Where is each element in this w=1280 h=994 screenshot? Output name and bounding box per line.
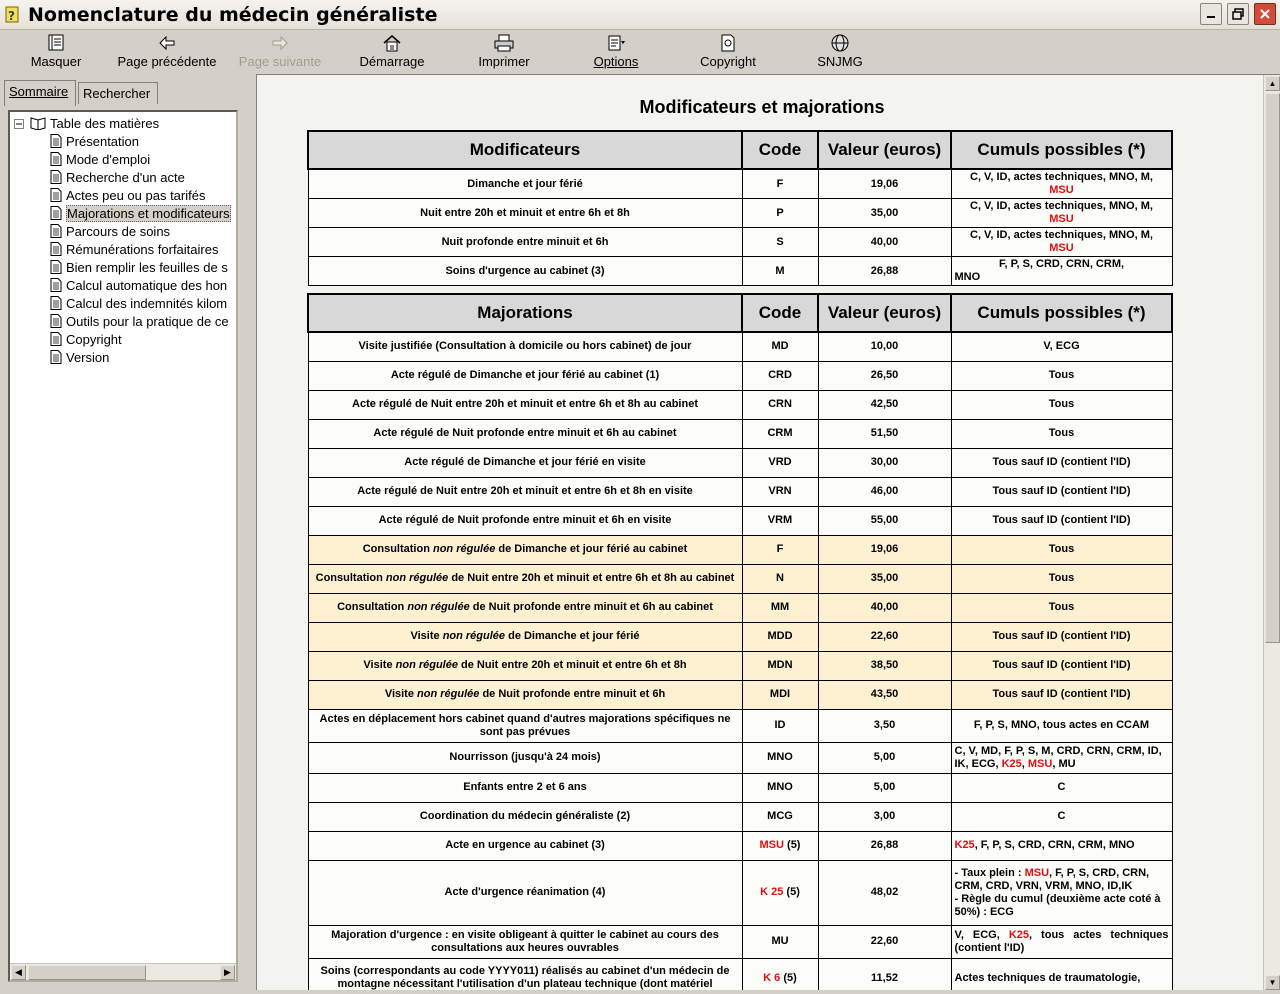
- row-value: 35,00: [818, 564, 951, 593]
- document-icon: [50, 170, 62, 184]
- scroll-down-icon[interactable]: ▼: [1265, 975, 1280, 990]
- row-value: 55,00: [818, 506, 951, 535]
- row-label: Acte régulé de Nuit profonde entre minuit et 6h en visite: [308, 506, 742, 535]
- document-icon: [50, 296, 62, 310]
- row-value: 22,60: [818, 925, 951, 958]
- row-value: 19,06: [818, 169, 951, 199]
- row-label: Nuit profonde entre minuit et 6h: [308, 228, 742, 257]
- row-code: MDI: [742, 680, 818, 709]
- collapse-icon[interactable]: [14, 119, 24, 129]
- toc-item-label: Présentation: [66, 134, 139, 149]
- row-cumul: Actes techniques de traumatologie,: [951, 958, 1172, 990]
- arrow-right-icon: [269, 33, 291, 53]
- row-value: 3,00: [818, 802, 951, 831]
- majorations-table: [307, 293, 1173, 990]
- row-cumul: C: [951, 773, 1172, 802]
- label-non-regulee: non régulée: [417, 688, 480, 700]
- options-button[interactable]: [586, 32, 646, 72]
- row-label: Majoration d'urgence : en visite obligeant à quitter le cabinet au cours des consultations aux heures ouvrables: [308, 925, 742, 958]
- code-note: (5): [783, 971, 797, 984]
- tab-rechercher[interactable]: [78, 82, 158, 104]
- col-header: Cumuls possibles (*): [951, 131, 1172, 169]
- row-code: N: [742, 564, 818, 593]
- label-lead: Visite: [410, 630, 440, 642]
- home-icon: [381, 33, 403, 53]
- options-label: Options: [593, 54, 639, 69]
- row-code: CRM: [742, 419, 818, 448]
- row-code: MM: [742, 593, 818, 622]
- row-value: 35,00: [818, 199, 951, 228]
- row-value: 11,52: [818, 958, 951, 990]
- row-cumul: [951, 257, 1172, 286]
- col-header: Majorations: [308, 294, 742, 332]
- row-cumul: F, P, S, MNO, tous actes en CCAM: [951, 709, 1172, 742]
- row-cumul: [951, 925, 1172, 958]
- document-icon: [50, 134, 62, 148]
- row-cumul: [951, 860, 1172, 925]
- table-row: [308, 680, 1172, 709]
- row-cumul: Tous: [951, 535, 1172, 564]
- row-code: MNO: [742, 742, 818, 773]
- row-code: VRM: [742, 506, 818, 535]
- document-icon: [50, 206, 62, 220]
- hide-label: Masquer: [30, 54, 82, 69]
- horizontal-scrollbar[interactable]: [10, 963, 236, 980]
- table-row: [308, 622, 1172, 651]
- row-value: 51,50: [818, 419, 951, 448]
- row-cumul: Tous sauf ID (contient l'ID): [951, 448, 1172, 477]
- row-cumul: Tous: [951, 593, 1172, 622]
- row-label: Coordination du médecin généraliste (2): [308, 802, 742, 831]
- label-lead: Consultation: [362, 543, 430, 555]
- row-label: [308, 651, 742, 680]
- cumul-text: , F, P, S, CRD, CRN, CRM, MNO: [974, 839, 1135, 851]
- document-icon: [717, 33, 739, 53]
- row-value: 19,06: [818, 535, 951, 564]
- row-value: 30,00: [818, 448, 951, 477]
- label-non-regulee: non régulée: [442, 630, 506, 642]
- row-cumul: Tous: [951, 564, 1172, 593]
- toc-item[interactable]: [50, 188, 205, 206]
- row-code: [742, 860, 818, 925]
- row-cumul: Tous: [951, 390, 1172, 419]
- document-icon: [50, 152, 62, 166]
- row-code: F: [742, 169, 818, 199]
- row-code: F: [742, 535, 818, 564]
- row-code: [742, 958, 818, 990]
- cumul-k25: K25: [954, 839, 975, 851]
- cumul-msu: MSU: [1027, 757, 1053, 770]
- label-lead: Consultation: [315, 572, 383, 584]
- minimize-icon: [1205, 8, 1217, 20]
- hide-button[interactable]: [22, 32, 90, 72]
- row-value: 5,00: [818, 742, 951, 773]
- row-value: 26,50: [818, 361, 951, 390]
- toc-item-label: Parcours de soins: [66, 224, 171, 239]
- row-code: M: [742, 257, 818, 286]
- toc-root-label: Table des matières: [50, 116, 160, 131]
- tab-sommaire[interactable]: [4, 80, 76, 106]
- row-label: Acte régulé de Nuit entre 20h et minuit et entre 6h et 8h au cabinet: [308, 390, 742, 419]
- label-rest: de Dimanche et jour férié: [508, 630, 640, 642]
- minimize-button[interactable]: [1200, 3, 1222, 25]
- toc-item-label: Version: [66, 350, 110, 365]
- row-label: Dimanche et jour férié: [308, 169, 742, 199]
- row-cumul: [951, 199, 1172, 228]
- row-code: MDD: [742, 622, 818, 651]
- row-value: 40,00: [818, 228, 951, 257]
- code-red: K 6: [763, 971, 781, 984]
- cumul-text: MU: [1058, 757, 1076, 770]
- printer-icon: [493, 33, 515, 53]
- close-icon: [1259, 8, 1271, 20]
- row-value: 26,88: [818, 831, 951, 860]
- label-rest: de Nuit profonde entre minuit et 6h: [482, 688, 666, 700]
- options-icon: [605, 33, 627, 53]
- svg-text:?: ?: [8, 9, 15, 23]
- row-label: [308, 622, 742, 651]
- page-title: Modificateurs et majorations: [639, 97, 885, 117]
- content-pane: [256, 74, 1280, 990]
- toc-item[interactable]: [50, 278, 227, 296]
- cumul-text: , tous actes techniques (contient l'ID): [954, 928, 1169, 954]
- cumul-text: MSU: [1049, 213, 1074, 225]
- document-icon: [50, 260, 62, 274]
- table-row: [308, 773, 1172, 802]
- next-page-button[interactable]: [234, 32, 326, 72]
- cumul-msu: MSU: [1024, 866, 1050, 879]
- row-code: MDN: [742, 651, 818, 680]
- row-code: MNO: [742, 773, 818, 802]
- home-label: Démarrage: [359, 54, 425, 69]
- snjmg-button[interactable]: [810, 32, 870, 72]
- title-bar: [0, 0, 1280, 30]
- toc-item-label: Bien remplir les feuilles de s: [66, 260, 228, 275]
- code-red: MSU: [759, 839, 784, 851]
- table-row: [308, 925, 1172, 958]
- toolbar: [0, 30, 1280, 72]
- row-cumul: Tous sauf ID (contient l'ID): [951, 622, 1172, 651]
- scroll-thumb[interactable]: [28, 965, 146, 980]
- open-book-icon: [30, 116, 46, 130]
- col-header: Modificateurs: [308, 131, 742, 169]
- document-icon: [50, 332, 62, 346]
- row-code: VRN: [742, 477, 818, 506]
- hide-pane-icon: [45, 33, 67, 53]
- label-rest: de Dimanche et jour férié au cabinet: [498, 543, 688, 555]
- scroll-thumb[interactable]: [1265, 93, 1280, 643]
- modificateurs-table: [307, 130, 1173, 286]
- previous-page-button[interactable]: [112, 32, 222, 72]
- table-row: [308, 419, 1172, 448]
- table-row: [308, 448, 1172, 477]
- document-icon: [50, 278, 62, 292]
- next-page-label: Page suivante: [238, 54, 322, 69]
- table-row: [308, 199, 1172, 228]
- row-value: 26,88: [818, 257, 951, 286]
- toc-item[interactable]: [50, 260, 228, 278]
- tab-sommaire-label: Sommaire: [9, 84, 69, 99]
- label-rest: de Nuit entre 20h et minuit et entre 6h et 8h au cabinet: [451, 572, 735, 584]
- row-label: Acte en urgence au cabinet (3): [308, 831, 742, 860]
- row-label: [308, 593, 742, 622]
- row-label: [308, 564, 742, 593]
- label-lead: Visite: [384, 688, 414, 700]
- col-header: Code: [742, 294, 818, 332]
- restore-button[interactable]: [1227, 3, 1249, 25]
- toc-item[interactable]: [50, 206, 231, 224]
- table-row: [308, 593, 1172, 622]
- cumul-text: , F, P, S, CRD, CRN, CRM, CRD, VRN, VRM, MNO, ID,IK: [954, 866, 1150, 892]
- table-row: [308, 958, 1172, 990]
- window-title: Nomenclature du médecin généraliste: [28, 4, 438, 26]
- toc-item[interactable]: [50, 242, 218, 260]
- row-label: Acte régulé de Nuit entre 20h et minuit et entre 6h et 8h en visite: [308, 477, 742, 506]
- table-row: [308, 506, 1172, 535]
- code-red: K 25: [760, 886, 784, 898]
- row-label: Nuit entre 20h et minuit et entre 6h et 8h: [308, 199, 742, 228]
- row-code: ID: [742, 709, 818, 742]
- table-of-contents: [8, 110, 238, 982]
- table-row: [308, 564, 1172, 593]
- table-row: [308, 742, 1172, 773]
- label-non-regulee: non régulée: [385, 572, 449, 584]
- toc-item[interactable]: [50, 350, 109, 368]
- code-note: (5): [786, 886, 800, 898]
- cumul-text: C, V, ID, actes techniques, MNO, M,: [970, 229, 1153, 241]
- scroll-up-icon[interactable]: ▲: [1265, 76, 1280, 91]
- toc-item-label: Calcul automatique des hon: [66, 278, 228, 293]
- row-cumul: Tous sauf ID (contient l'ID): [951, 477, 1172, 506]
- label-non-regulee: non régulée: [407, 601, 470, 613]
- table-row: [308, 332, 1172, 361]
- row-value: 38,50: [818, 651, 951, 680]
- toc-item-label: Calcul des indemnités kilom: [66, 296, 228, 311]
- row-code: MU: [742, 925, 818, 958]
- col-header: Cumuls possibles (*): [951, 294, 1172, 332]
- table-row: [308, 709, 1172, 742]
- code-note: (5): [787, 839, 801, 851]
- document-icon: [50, 350, 62, 364]
- row-value: 43,50: [818, 680, 951, 709]
- row-value: 48,02: [818, 860, 951, 925]
- toc-item[interactable]: [50, 134, 139, 152]
- table-row: [308, 477, 1172, 506]
- help-file-icon: [4, 6, 20, 24]
- row-cumul: [951, 228, 1172, 257]
- col-header: Code: [742, 131, 818, 169]
- row-label: Enfants entre 2 et 6 ans: [308, 773, 742, 802]
- vertical-scrollbar[interactable]: [1263, 75, 1280, 990]
- table-row: [308, 535, 1172, 564]
- navigation-pane: [0, 74, 250, 990]
- row-value: 22,60: [818, 622, 951, 651]
- copyright-button[interactable]: [694, 32, 762, 72]
- toc-item-label: Rémunérations forfaitaires: [66, 242, 219, 257]
- row-value: 42,50: [818, 390, 951, 419]
- cumul-text: C, V, MD, F, P, S, M, CRD, CRN, CRM, ID, IK, ECG,: [954, 744, 1162, 770]
- toc-item[interactable]: [50, 314, 229, 332]
- toc-item[interactable]: [50, 152, 150, 170]
- row-value: 46,00: [818, 477, 951, 506]
- col-header: Valeur (euros): [818, 294, 951, 332]
- table-row: [308, 860, 1172, 925]
- row-label: [308, 680, 742, 709]
- document-icon: [50, 314, 62, 328]
- row-cumul: Tous sauf ID (contient l'ID): [951, 651, 1172, 680]
- row-value: 3,50: [818, 709, 951, 742]
- row-cumul: C, V, MD, F, P, S, M, CRD, CRN, CRM, ID, IK, ECG, K25, MSU, MU: [951, 742, 1172, 773]
- cumul-text: - Règle du cumul (deuxième acte coté à 50%) : ECG: [954, 892, 1161, 918]
- row-label: Nourrisson (jusqu'à 24 mois): [308, 742, 742, 773]
- toc-item-label: Outils pour la pratique de ce: [66, 314, 229, 329]
- copyright-label: Copyright: [700, 54, 756, 69]
- cumul-k25: K25: [1008, 928, 1029, 941]
- print-button[interactable]: [470, 32, 538, 72]
- close-button[interactable]: [1254, 3, 1276, 25]
- cumul-text: - Taux plein :: [954, 866, 1022, 879]
- arrow-left-icon: [156, 33, 178, 53]
- row-code: CRN: [742, 390, 818, 419]
- cumul-text: V, ECG,: [954, 928, 1000, 941]
- label-lead: Consultation: [337, 601, 405, 613]
- row-code: S: [742, 228, 818, 257]
- toc-item-label: Majorations et modificateurs: [67, 206, 230, 221]
- row-cumul: C: [951, 802, 1172, 831]
- row-code: VRD: [742, 448, 818, 477]
- row-label: Acte régulé de Dimanche et jour férié au cabinet (1): [308, 361, 742, 390]
- table-row: [308, 228, 1172, 257]
- row-cumul: Tous sauf ID (contient l'ID): [951, 680, 1172, 709]
- row-code: CRD: [742, 361, 818, 390]
- cumul-text: F, P, S, CRD, CRN, CRM,: [998, 258, 1125, 270]
- row-cumul: V, ECG: [951, 332, 1172, 361]
- toc-item-label: Actes peu ou pas tarifés: [66, 188, 206, 203]
- cumul-text: MSU: [1049, 184, 1074, 196]
- row-cumul: [951, 169, 1172, 199]
- label-non-regulee: non régulée: [395, 659, 458, 671]
- toc-root[interactable]: [14, 116, 159, 134]
- table-row: [308, 361, 1172, 390]
- row-label: Acte régulé de Dimanche et jour férié en visite: [308, 448, 742, 477]
- table-row: [308, 390, 1172, 419]
- row-cumul: Tous: [951, 419, 1172, 448]
- toc-item[interactable]: [50, 332, 122, 350]
- scroll-left-icon[interactable]: ◀: [11, 965, 26, 980]
- row-label: [308, 535, 742, 564]
- row-cumul: Tous sauf ID (contient l'ID): [951, 506, 1172, 535]
- toc-item[interactable]: [50, 224, 170, 242]
- row-label: Soins d'urgence au cabinet (3): [308, 257, 742, 286]
- document-icon: [50, 188, 62, 202]
- table-row: [308, 831, 1172, 860]
- row-label: Visite justifiée (Consultation à domicile ou hors cabinet) de jour: [308, 332, 742, 361]
- toc-item-label: Recherche d'un acte: [66, 170, 185, 185]
- cumul-text: C, V, ID, actes techniques, MNO, M,: [970, 171, 1153, 183]
- row-value: 5,00: [818, 773, 951, 802]
- label-rest: de Nuit entre 20h et minuit et entre 6h et 8h: [461, 659, 687, 671]
- toc-item-label: Mode d'emploi: [66, 152, 151, 167]
- previous-page-label: Page précédente: [117, 54, 217, 69]
- label-lead: Visite: [363, 659, 393, 671]
- label-non-regulee: non régulée: [432, 543, 496, 555]
- table-row: [308, 169, 1172, 199]
- row-value: 40,00: [818, 593, 951, 622]
- table-row: [308, 802, 1172, 831]
- row-label: Soins (correspondants au code YYYY011) réalisés au cabinet d'un médecin de montagne nécessitant l'utilisation d'un plateau technique (dont matériel: [308, 958, 742, 990]
- row-label: Acte d'urgence réanimation (4): [308, 860, 742, 925]
- table-row: [308, 651, 1172, 680]
- col-header: Valeur (euros): [818, 131, 951, 169]
- table-row: [308, 257, 1172, 286]
- tab-rechercher-label: Rechercher: [83, 86, 151, 101]
- row-cumul: [951, 831, 1172, 860]
- toc-item[interactable]: [50, 170, 185, 188]
- row-code: P: [742, 199, 818, 228]
- row-code: MCG: [742, 802, 818, 831]
- row-label: Actes en déplacement hors cabinet quand d'autres majorations spécifiques ne sont pas prévues: [308, 709, 742, 742]
- row-label: Acte régulé de Nuit profonde entre minuit et 6h au cabinet: [308, 419, 742, 448]
- label-rest: de Nuit profonde entre minuit et 6h au cabinet: [472, 601, 713, 613]
- cumul-text: C, V, ID, actes techniques, MNO, M,: [970, 200, 1153, 212]
- home-button[interactable]: [352, 32, 432, 72]
- row-code: MD: [742, 332, 818, 361]
- snjmg-label: SNJMG: [817, 54, 863, 69]
- row-value: 10,00: [818, 332, 951, 361]
- restore-icon: [1232, 8, 1244, 20]
- cumul-k25: K25: [1001, 757, 1022, 770]
- document-icon: [50, 242, 62, 256]
- globe-icon: [829, 33, 851, 53]
- toc-item-label: Copyright: [66, 332, 122, 347]
- row-code: [742, 831, 818, 860]
- document-icon: [50, 224, 62, 238]
- scroll-right-icon[interactable]: ▶: [220, 965, 235, 980]
- print-label: Imprimer: [478, 54, 530, 69]
- cumul-text: MNO: [954, 271, 981, 283]
- cumul-text: MSU: [1049, 242, 1074, 254]
- row-cumul: Tous: [951, 361, 1172, 390]
- toc-item[interactable]: [50, 296, 227, 314]
